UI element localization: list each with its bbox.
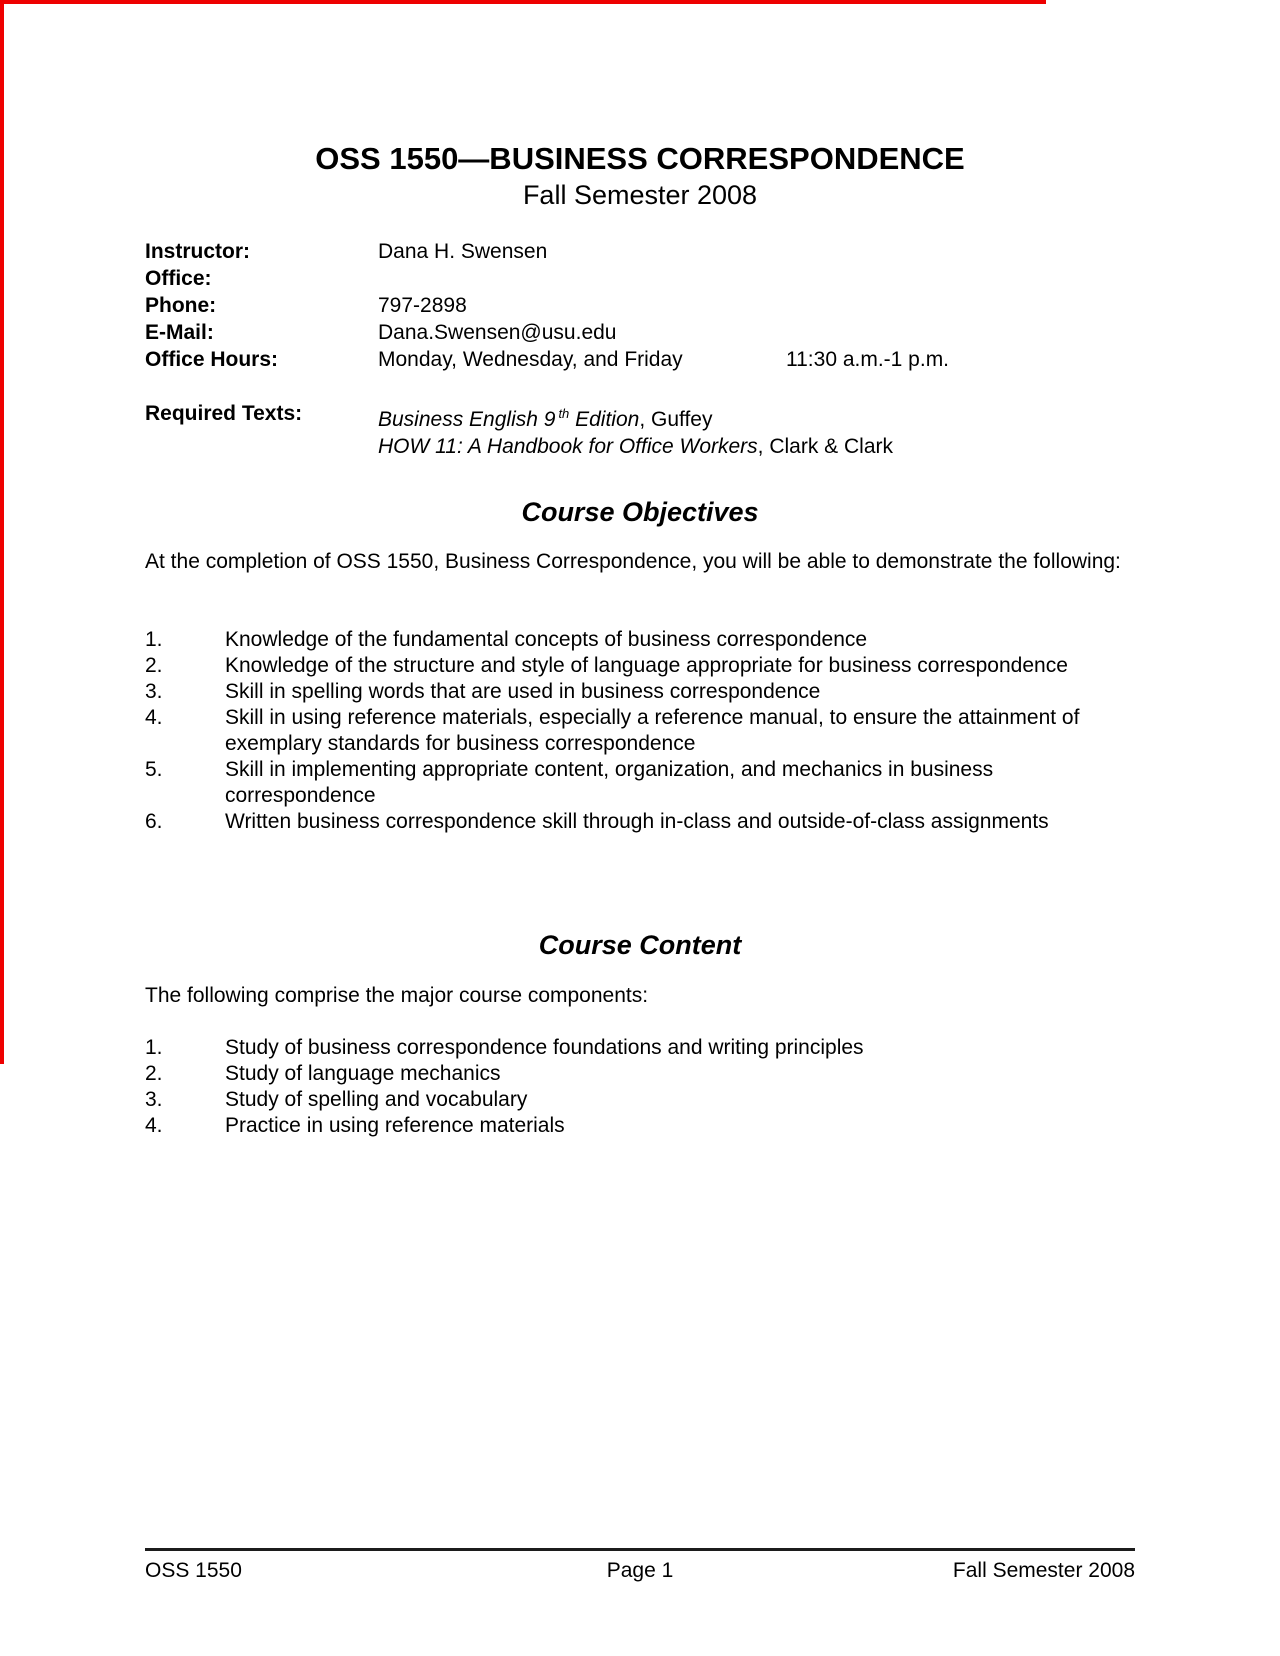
page-title: OSS 1550—BUSINESS CORRESPONDENCE <box>315 141 965 176</box>
list-item <box>145 627 1135 653</box>
info-row-instructor <box>145 238 1135 265</box>
page-subtitle: Fall Semester 2008 <box>522 180 758 210</box>
info-row-office-hours <box>145 346 1135 373</box>
list-text: Written business correspondence skill through in-class and outside-of-class assignments <box>225 810 1049 833</box>
list-number: 4. <box>145 706 163 729</box>
list-item <box>145 1035 1135 1061</box>
footer-page-number: Page 1 <box>606 1559 674 1582</box>
list-number: 6. <box>145 810 163 833</box>
red-margin-line-top <box>0 0 1046 4</box>
list-number: 2. <box>145 1062 163 1085</box>
info-value <box>378 346 1135 373</box>
red-margin-line-left <box>0 0 4 1064</box>
required-text-item <box>378 400 1135 433</box>
content-list <box>145 1035 1135 1139</box>
list-number: 5. <box>145 758 163 781</box>
required-texts-row <box>145 400 1135 460</box>
list-number: 1. <box>145 1036 163 1059</box>
list-number: 3. <box>145 680 163 703</box>
info-value <box>378 265 1135 292</box>
info-label: Instructor: <box>145 240 250 263</box>
page-footer <box>145 1548 1135 1584</box>
objectives-heading: Course Objectives <box>521 497 759 527</box>
instructor-info <box>145 238 1135 373</box>
required-texts <box>145 400 1135 460</box>
info-row-phone <box>145 292 1135 319</box>
list-item <box>145 679 1135 705</box>
edition-superscript: th <box>558 406 570 421</box>
info-label: Office Hours: <box>145 348 279 371</box>
office-hours-days: Monday, Wednesday, and Friday <box>378 348 683 371</box>
list-item <box>145 809 1135 835</box>
list-text: Knowledge of the fundamental concepts of business correspondence <box>225 628 868 651</box>
list-number: 3. <box>145 1088 163 1111</box>
list-item <box>145 653 1135 679</box>
content-intro: The following comprise the major course components: <box>145 984 649 1007</box>
required-text-item <box>378 433 1135 460</box>
footer-course: OSS 1550 <box>145 1559 242 1582</box>
list-text: Study of spelling and vocabulary <box>225 1088 528 1111</box>
list-item <box>145 1087 1135 1113</box>
list-number: 1. <box>145 628 163 651</box>
book-title: Business English 9 <box>378 408 556 431</box>
info-row-email <box>145 319 1135 346</box>
office-hours-time: 11:30 a.m.-1 p.m. <box>786 348 950 371</box>
list-item <box>145 1113 1135 1139</box>
book-title-cont: Edition <box>569 408 640 431</box>
required-texts-list <box>378 400 1135 460</box>
list-text: Skill in spelling words that are used in business correspondence <box>225 680 821 703</box>
book-title: HOW 11: A Handbook for Office Workers <box>378 435 758 458</box>
list-number: 2. <box>145 654 163 677</box>
footer-rule <box>145 1548 1135 1551</box>
document-header <box>145 141 1135 211</box>
book-author: , Guffey <box>639 408 713 431</box>
objectives-list <box>145 627 1135 835</box>
list-item <box>145 757 1135 809</box>
list-text: Study of language mechanics <box>225 1062 501 1085</box>
list-text: Knowledge of the structure and style of language appropriate for business correspondence <box>225 654 1068 677</box>
info-value: Dana.Swensen@usu.edu <box>378 321 617 344</box>
book-author: , Clark & Clark <box>757 435 894 458</box>
required-texts-label: Required Texts: <box>145 402 303 425</box>
info-value: Dana H. Swensen <box>378 240 548 263</box>
objectives-intro: At the completion of OSS 1550, Business Correspondence, you will be able to demonstrate the following: <box>145 550 1121 573</box>
list-text: Study of business correspondence foundations and writing principles <box>225 1036 864 1059</box>
info-label: Phone: <box>145 294 217 317</box>
list-text: Skill in implementing appropriate content, organization, and mechanics in business correspondence <box>225 758 994 807</box>
list-number: 4. <box>145 1114 163 1137</box>
list-item <box>145 1061 1135 1087</box>
list-text: Skill in using reference materials, especially a reference manual, to ensure the attainment of exemplary standards for business correspondence <box>225 706 1080 755</box>
info-label: Office: <box>145 267 212 290</box>
content-heading: Course Content <box>538 930 742 960</box>
list-item <box>145 705 1135 757</box>
list-text: Practice in using reference materials <box>225 1114 565 1137</box>
footer-semester: Fall Semester 2008 <box>952 1559 1135 1582</box>
info-row-office <box>145 265 1135 292</box>
info-value: 797-2898 <box>378 294 467 317</box>
info-label: E-Mail: <box>145 321 214 344</box>
